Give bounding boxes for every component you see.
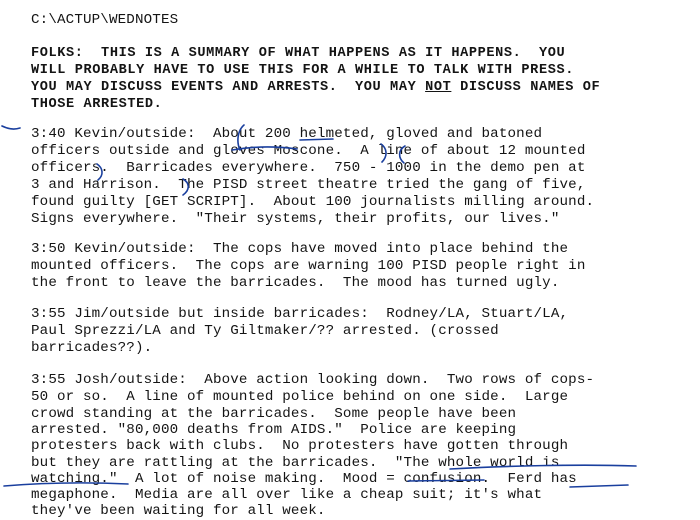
entry-line: crowd standing at the barricades. Some people have been [31,406,517,422]
intro-line-4: THOSE ARRESTED. [31,97,163,112]
entry-line: the front to leave the barricades. The mood has turned ugly. [31,275,560,291]
entry-line: 3:55 Jim/outside but inside barricades: Rodney/LA, Stuart/LA, [31,306,569,322]
intro-line-3-end: DISCUSS NAMES OF [451,80,601,95]
intro-line-3-start: YOU MAY DISCUSS EVENTS AND ARRESTS. YOU MAY [31,80,426,95]
entry-line: megaphone. Media are all over like a cheap suit; it's what [31,487,543,503]
entry-line: 3:50 Kevin/outside: The cops have moved into place behind the [31,241,569,257]
intro-line-1: FOLKS: THIS IS A SUMMARY OF WHAT HAPPENS AS IT HAPPENS. YOU [31,46,566,61]
entry-line: 3:55 Josh/outside: Above action looking down. Two rows of cops- [31,372,595,388]
entry-line: mounted officers. The cops are warning 100 PISD people right in [31,258,586,274]
entry-line: they've been waiting for all week. [31,503,326,519]
underline-mark [570,485,628,487]
entry-line: 50 or so. A line of mounted police behind on one side. Large [31,389,569,405]
entry-line: watching." A lot of noise making. Mood = confusion. Ferd has [31,471,577,487]
entry-line: barricades??). [31,340,153,356]
entry-line: arrested. "80,000 deaths from AIDS." Police are keeping [31,422,517,438]
entry-line: Paul Sprezzi/LA and Ty Giltmaker/?? arrested. (crossed [31,323,499,339]
entry-line: Signs everywhere. "Their systems, their profits, our lives." [31,211,560,227]
intro-line-2: WILL PROBABLY HAVE TO USE THIS FOR A WHILE TO TALK WITH PRESS. [31,63,574,78]
intro-underlined-not: NOT [425,80,452,95]
entry-line: found guilty [GET SCRIPT]. About 100 journalists milling around. [31,194,595,210]
entry-line: officers outside and gloves Moscone. A line of about 12 mounted [31,143,586,159]
entry-line: 3 and Harrison. The PISD street theatre tried the gang of five, [31,177,586,193]
entry-line: but they are rattling at the barricades. "The whole world is [31,455,560,471]
file-path: C:\ACTUP\WEDNOTES [31,12,179,28]
intro-line-3 [31,79,600,96]
entry-line: protesters back with clubs. No protesters have gotten through [31,438,569,454]
entry-line: 3:40 Kevin/outside: About 200 helmeted, gloved and batoned [31,126,543,142]
margin-arrow-mark [2,126,20,129]
entry-line: officers. Barricades everywhere. 750 - 1000 in the demo pen at [31,160,586,176]
